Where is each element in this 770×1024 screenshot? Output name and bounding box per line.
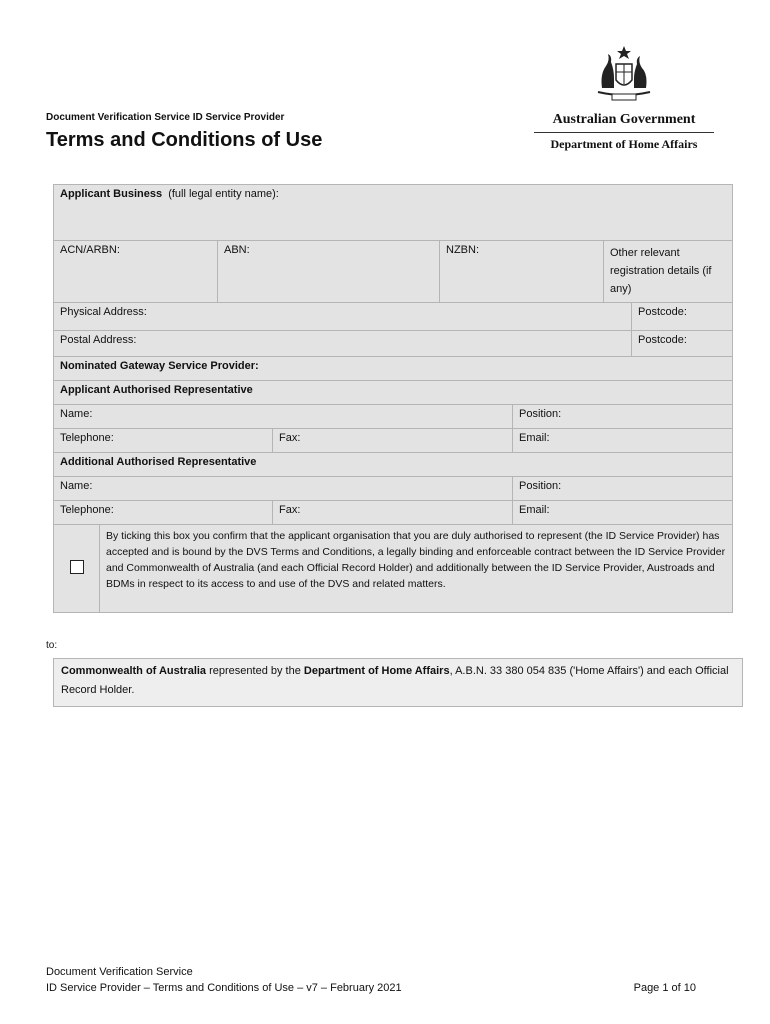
add-rep-email-label: Email: — [519, 504, 550, 516]
party-represented-by: represented by the — [206, 665, 304, 677]
add-rep-name-field[interactable] — [54, 477, 513, 501]
applicant-business-hint: (full legal entity name): — [168, 188, 279, 200]
postal-address-field[interactable] — [54, 331, 632, 357]
add-rep-email-field[interactable] — [513, 501, 733, 525]
add-rep-position-field[interactable] — [513, 477, 733, 501]
applicant-business-label: Applicant Business — [60, 188, 163, 200]
contracting-party-box — [53, 658, 743, 707]
footer-line-1: Document Verification Service — [46, 966, 193, 978]
abn-field[interactable] — [218, 241, 440, 303]
add-rep-name-label: Name: — [60, 480, 93, 492]
physical-address-field[interactable] — [54, 303, 632, 331]
postal-address-label: Postal Address: — [60, 334, 137, 346]
footer-line-2: ID Service Provider – Terms and Conditions of Use – v7 – February 2021 — [46, 982, 402, 994]
add-rep-telephone-field[interactable] — [54, 501, 273, 525]
rep-fax-field[interactable] — [273, 429, 513, 453]
party-name: Commonwealth of Australia — [61, 665, 207, 677]
applicant-business-field[interactable] — [54, 185, 733, 241]
rep-email-field[interactable] — [513, 429, 733, 453]
document-subtitle: Document Verification Service ID Service Provider — [46, 112, 285, 123]
rep-fax-label: Fax: — [279, 432, 301, 444]
add-rep-telephone-label: Telephone: — [60, 504, 114, 516]
nzbn-label: NZBN: — [446, 244, 479, 256]
to-label: to: — [46, 640, 58, 651]
postal-postcode-label: Postcode: — [638, 334, 687, 346]
add-rep-position-label: Position: — [519, 480, 562, 492]
rep-name-field[interactable] — [54, 405, 513, 429]
add-rep-fax-label: Fax: — [279, 504, 301, 516]
additional-representative-heading: Additional Authorised Representative — [60, 456, 257, 468]
government-logo-block — [534, 44, 714, 152]
physical-address-label: Physical Address: — [60, 306, 147, 318]
party-details: , A.B.N. 33 380 054 835 ('Home Affairs') and each Official Record Holder. — [61, 665, 729, 696]
confirm-checkbox-cell — [54, 525, 100, 613]
government-name: Australian Government — [534, 112, 714, 133]
add-rep-fax-field[interactable] — [273, 501, 513, 525]
representative-section-heading — [54, 381, 733, 405]
party-department: Department of Home Affairs — [303, 665, 450, 677]
confirm-checkbox[interactable] — [70, 560, 84, 574]
additional-representative-section-heading — [54, 453, 733, 477]
acn-label: ACN/ARBN: — [60, 244, 120, 256]
rep-position-field[interactable] — [513, 405, 733, 429]
gateway-provider-field[interactable] — [54, 357, 733, 381]
other-registration-field[interactable] — [604, 241, 733, 303]
document-title: Terms and Conditions of Use — [46, 129, 323, 151]
abn-label: ABN: — [224, 244, 250, 256]
postal-postcode-field[interactable] — [632, 331, 733, 357]
other-registration-label: Other relevant registration details (if any) — [610, 247, 712, 295]
gateway-provider-label: Nominated Gateway Service Provider: — [60, 360, 259, 372]
department-name: Department of Home Affairs — [550, 137, 698, 151]
coat-of-arms-icon — [592, 44, 656, 106]
rep-telephone-field[interactable] — [54, 429, 273, 453]
physical-postcode-label: Postcode: — [638, 306, 687, 318]
rep-name-label: Name: — [60, 408, 93, 420]
acn-field[interactable] — [54, 241, 218, 303]
applicant-details-form — [53, 184, 733, 613]
confirm-text: By ticking this box you confirm that the applicant organisation that you are duly authorised to represent (the ID Service Provider) has accepted and is bound by the DVS Terms and Conditions, a legally binding and enforceable contract between the ID Service Provider and Commonwealth of Australia (and each Official Record Holder) and additionally between the ID Service Provider, Austroads and BDMs in respect to its access to and use of the DVS and related matters. — [100, 525, 733, 613]
page-number: Page 1 of 10 — [633, 982, 696, 994]
rep-position-label: Position: — [519, 408, 562, 420]
rep-telephone-label: Telephone: — [60, 432, 114, 444]
document-header — [46, 112, 322, 152]
rep-email-label: Email: — [519, 432, 550, 444]
physical-postcode-field[interactable] — [632, 303, 733, 331]
representative-heading: Applicant Authorised Representative — [60, 384, 253, 396]
page-footer — [46, 964, 696, 996]
nzbn-field[interactable] — [440, 241, 604, 303]
